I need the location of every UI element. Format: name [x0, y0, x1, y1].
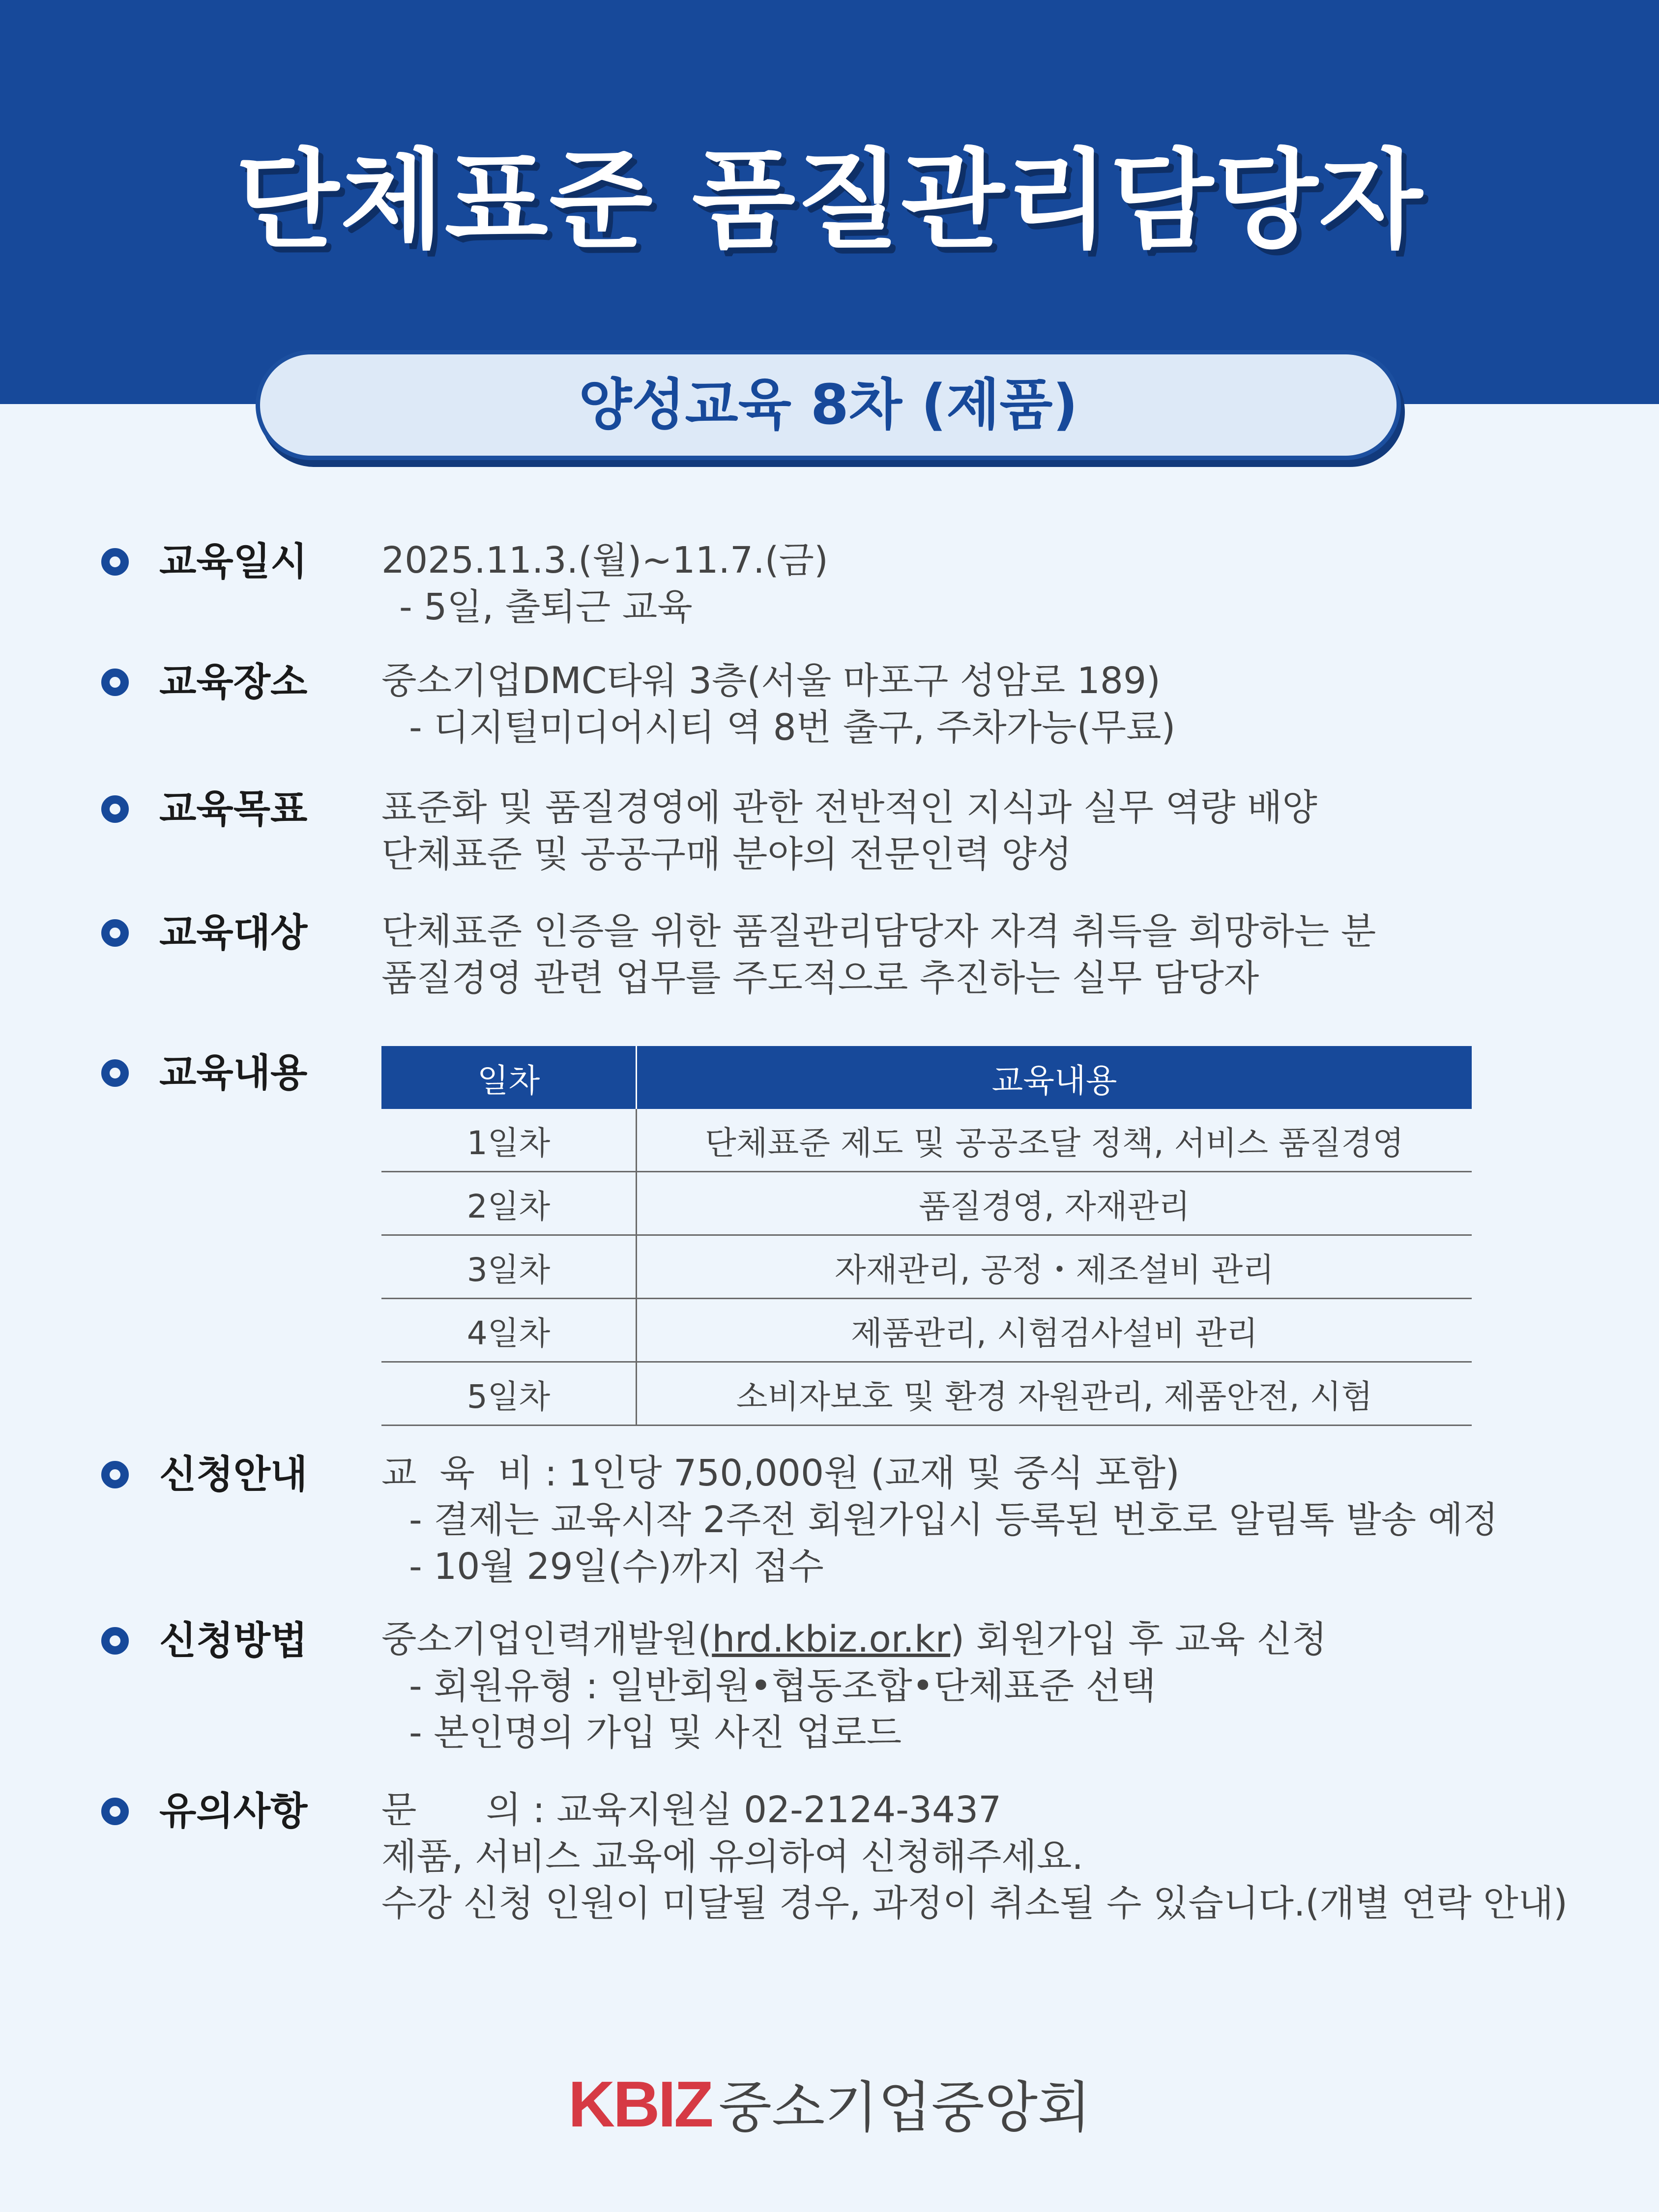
body-line: 품질경영 관련 업무를 주도적으로 추진하는 실무 담당자 — [381, 957, 1259, 999]
ring-bullet-icon — [101, 1627, 129, 1655]
section-body — [381, 537, 828, 631]
ring-bullet-icon — [101, 548, 129, 576]
table-cell-content: 소비자보호 및 환경 자원관리, 제품안전, 시험 — [637, 1362, 1472, 1426]
subtitle-text: 양성교육 8차 (제품) — [579, 373, 1078, 437]
ring-bullet-icon — [101, 1059, 129, 1087]
org-name: 중소기업중앙회 — [718, 2076, 1091, 2140]
section-label: 신청안내 — [159, 1453, 308, 1497]
body-line: - 5일, 출퇴근 교육 — [399, 586, 693, 628]
table-cell-day: 1일차 — [381, 1109, 637, 1172]
table-cell-day: 4일차 — [381, 1299, 637, 1362]
table-row — [381, 1299, 1472, 1362]
section-body — [381, 1787, 1568, 1927]
body-line: 수강 신청 인원이 미달될 경우, 과정이 취소될 수 있습니다.(개별 연락 안내) — [381, 1882, 1568, 1924]
body-line: 중소기업DMC타워 3층(서울 마포구 성암로 189) — [381, 660, 1161, 702]
column-header-day: 일차 — [381, 1046, 637, 1109]
section-label: 교육대상 — [159, 911, 308, 955]
column-header-content: 교육내용 — [637, 1046, 1472, 1109]
section-label: 신청방법 — [159, 1619, 308, 1663]
section-body — [381, 658, 1175, 751]
section-label: 교육목표 — [159, 787, 308, 831]
ring-bullet-icon — [101, 1461, 129, 1488]
table-cell-day: 5일차 — [381, 1362, 637, 1426]
body-line: 2025.11.3.(월)~11.7.(금) — [381, 539, 828, 582]
table-cell-day: 2일차 — [381, 1172, 637, 1235]
footer-logo — [0, 2068, 1659, 2140]
body-text: 중소기업인력개발원( — [381, 1618, 712, 1660]
ring-bullet-icon — [101, 1798, 129, 1825]
table-row — [381, 1172, 1472, 1235]
table-cell-content: 자재관리, 공정・제조설비 관리 — [637, 1235, 1472, 1299]
table-row — [381, 1235, 1472, 1299]
table-row — [381, 1362, 1472, 1426]
body-line: - 디지털미디어시티 역 8번 출구, 주차가능(무료) — [409, 706, 1176, 749]
body-line: - 회원유형 : 일반회원•협동조합•단체표준 선택 — [409, 1665, 1156, 1707]
section-label: 교육일시 — [159, 540, 308, 584]
ring-bullet-icon — [101, 669, 129, 696]
ring-bullet-icon — [101, 919, 129, 947]
table-header-row — [381, 1046, 1472, 1109]
body-line — [381, 1616, 1327, 1663]
body-line: 교 육 비 : 1인당 750,000원 (교재 및 중식 포함) — [381, 1452, 1180, 1494]
body-line: 단체표준 인증을 위한 품질관리담당자 자격 취득을 희망하는 분 — [381, 910, 1376, 953]
body-line: 단체표준 및 공공구매 분야의 전문인력 양성 — [381, 833, 1072, 875]
section-body — [381, 785, 1317, 878]
body-line: 표준화 및 품질경영에 관한 전반적인 지식과 실무 역량 배양 — [381, 786, 1317, 829]
section-label: 교육내용 — [159, 1051, 308, 1095]
body-text: ) 회원가입 후 교육 신청 — [950, 1618, 1327, 1660]
section-body — [381, 908, 1376, 1002]
ring-bullet-icon — [101, 795, 129, 823]
table-row — [381, 1109, 1472, 1172]
section-body — [381, 1450, 1498, 1590]
section-label: 유의사항 — [159, 1789, 308, 1834]
body-line: - 10월 29일(수)까지 접수 — [409, 1545, 824, 1588]
schedule-table — [381, 1046, 1472, 1426]
kbiz-logo: KBIZ — [568, 2068, 712, 2140]
section-body — [381, 1616, 1327, 1756]
table-cell-day: 3일차 — [381, 1235, 637, 1299]
body-line: - 결제는 교육시작 2주전 회원가입시 등록된 번호로 알림톡 발송 예정 — [409, 1499, 1498, 1541]
table-cell-content: 제품관리, 시험검사설비 관리 — [637, 1299, 1472, 1362]
table-cell-content: 단체표준 제도 및 공공조달 정책, 서비스 품질경영 — [637, 1109, 1472, 1172]
page-title: 단체표준 품질관리담당자 — [235, 139, 1424, 263]
site-link[interactable]: hrd.kbiz.or.kr — [712, 1618, 951, 1660]
table-cell-content: 품질경영, 자재관리 — [637, 1172, 1472, 1235]
body-line: 문 의 : 교육지원실 02-2124-3437 — [381, 1789, 1002, 1831]
body-line: - 본인명의 가입 및 사진 업로드 — [409, 1712, 902, 1754]
section-label: 교육장소 — [159, 660, 308, 704]
subtitle-pill — [256, 350, 1401, 460]
body-line: 제품, 서비스 교육에 유의하여 신청해주세요. — [381, 1835, 1083, 1878]
